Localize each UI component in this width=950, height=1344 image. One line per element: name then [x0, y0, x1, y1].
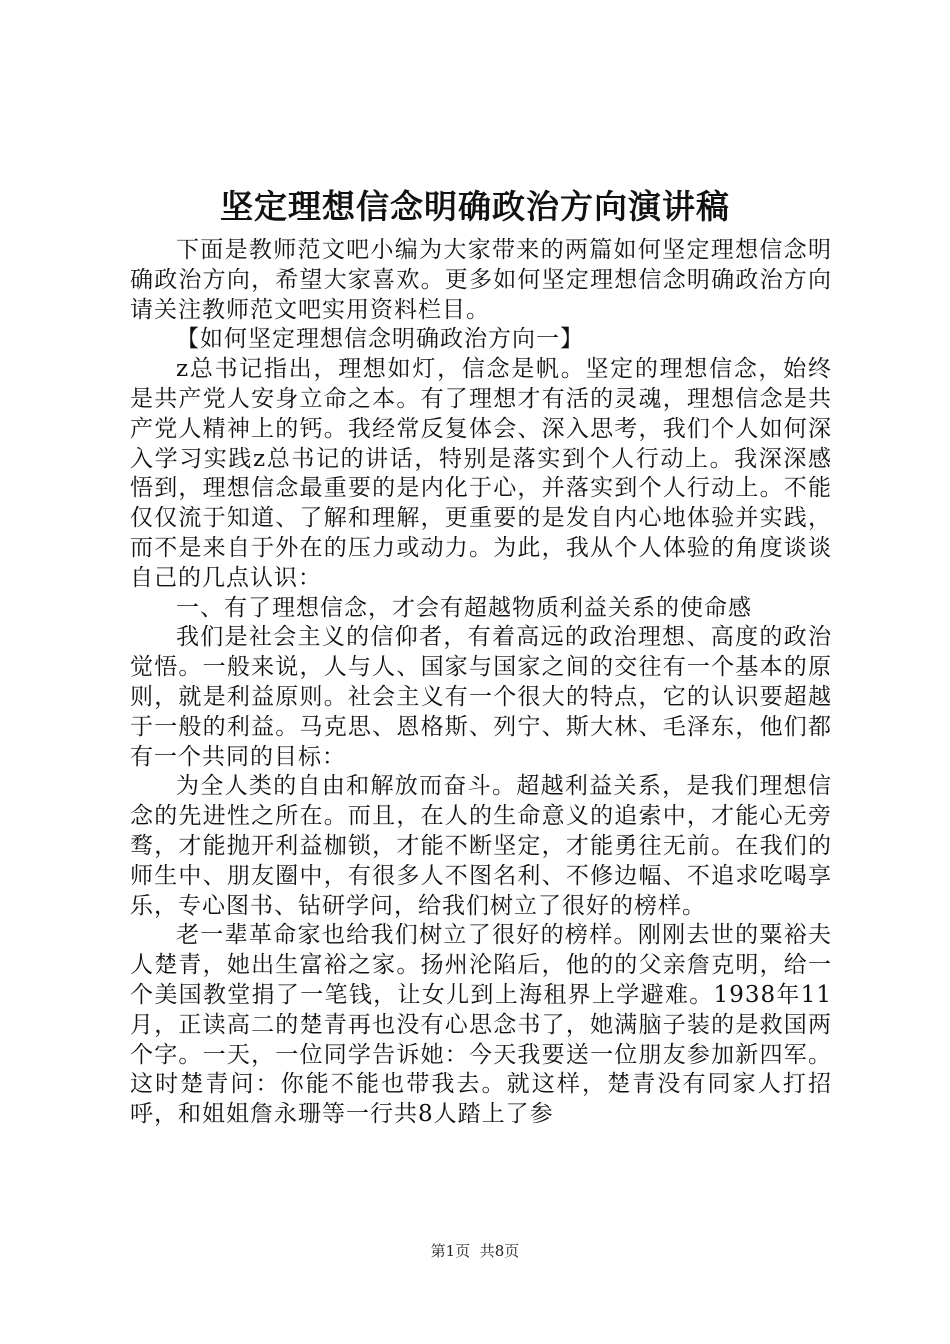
page-footer: [0, 1240, 950, 1262]
page-number: 第1页: [430, 1242, 471, 1260]
paragraph: z总书记指出，理想如灯，信念是帆。坚定的理想信念，始终是共产党人安身立命之本。有了理想才有活的灵魂，理想信念是共产党人精神上的钙。我经常反复体会、深入思考，我们个人如何深入学习实践z总书记的讲话，特别是落实到个人行动上。我深深感悟到，理想信念最重要的是内化于心，并落实到个人行动上。不能仅仅流于知道、了解和理解，更重要的是发自内心地体验并实践，而不是来自于外在的压力或动力。为此，我从个人体验的角度谈谈自己的几点认识：: [130, 356, 832, 591]
paragraph-intro: 下面是教师范文吧小编为大家带来的两篇如何坚定理想信念明确政治方向，希望大家喜欢。更多如何坚定理想信念明确政治方向请关注教师范文吧实用资料栏目。: [130, 237, 832, 323]
paragraph: 为全人类的自由和解放而奋斗。超越利益关系，是我们理想信念的先进性之所在。而且，在人的生命意义的追索中，才能心无旁骛，才能抛开利益枷锁，才能不断坚定，才能勇往无前。在我们的师生中、朋友圈中，有很多人不图名利、不修边幅、不追求吃喝享乐，专心图书、钻研学问，给我们树立了很好的榜样。: [130, 773, 832, 919]
document-body: [130, 236, 832, 1130]
page-title: 坚定理想信念明确政治方向演讲稿: [220, 187, 730, 226]
paragraph: 老一辈革命家也给我们树立了很好的榜样。刚刚去世的粟裕夫人楚青，她出生富裕之家。扬州沦陷后，他的的父亲詹克明，给一个美国教堂捐了一笔钱，让女儿到上海租界上学避难。1938年11月，正读高二的楚青再也没有心思念书了，她满脑子装的是救国两个字。一天，一位同学告诉她：今天我要送一位朋友参加新四军。这时楚青问：你能不能也带我去。就这样，楚青没有同家人打招呼，和姐姐詹永珊等一行共8人踏上了参: [130, 922, 832, 1128]
subheading-1: 一、有了理想信念，才会有超越物质利益关系的使命感: [176, 594, 752, 621]
paragraph: 我们是社会主义的信仰者，有着高远的政治理想、高度的政治觉悟。一般来说，人与人、国家与国家之间的交往有一个基本的原则，就是利益原则。社会主义有一个很大的特点，它的认识要超越于一般的利益。马克思、恩格斯、列宁、斯大林、毛泽东，他们都有一个共同的目标：: [130, 624, 832, 770]
section-heading-1: 【如何坚定理想信念明确政治方向一】: [176, 326, 584, 353]
page-total: 共8页: [479, 1242, 520, 1260]
